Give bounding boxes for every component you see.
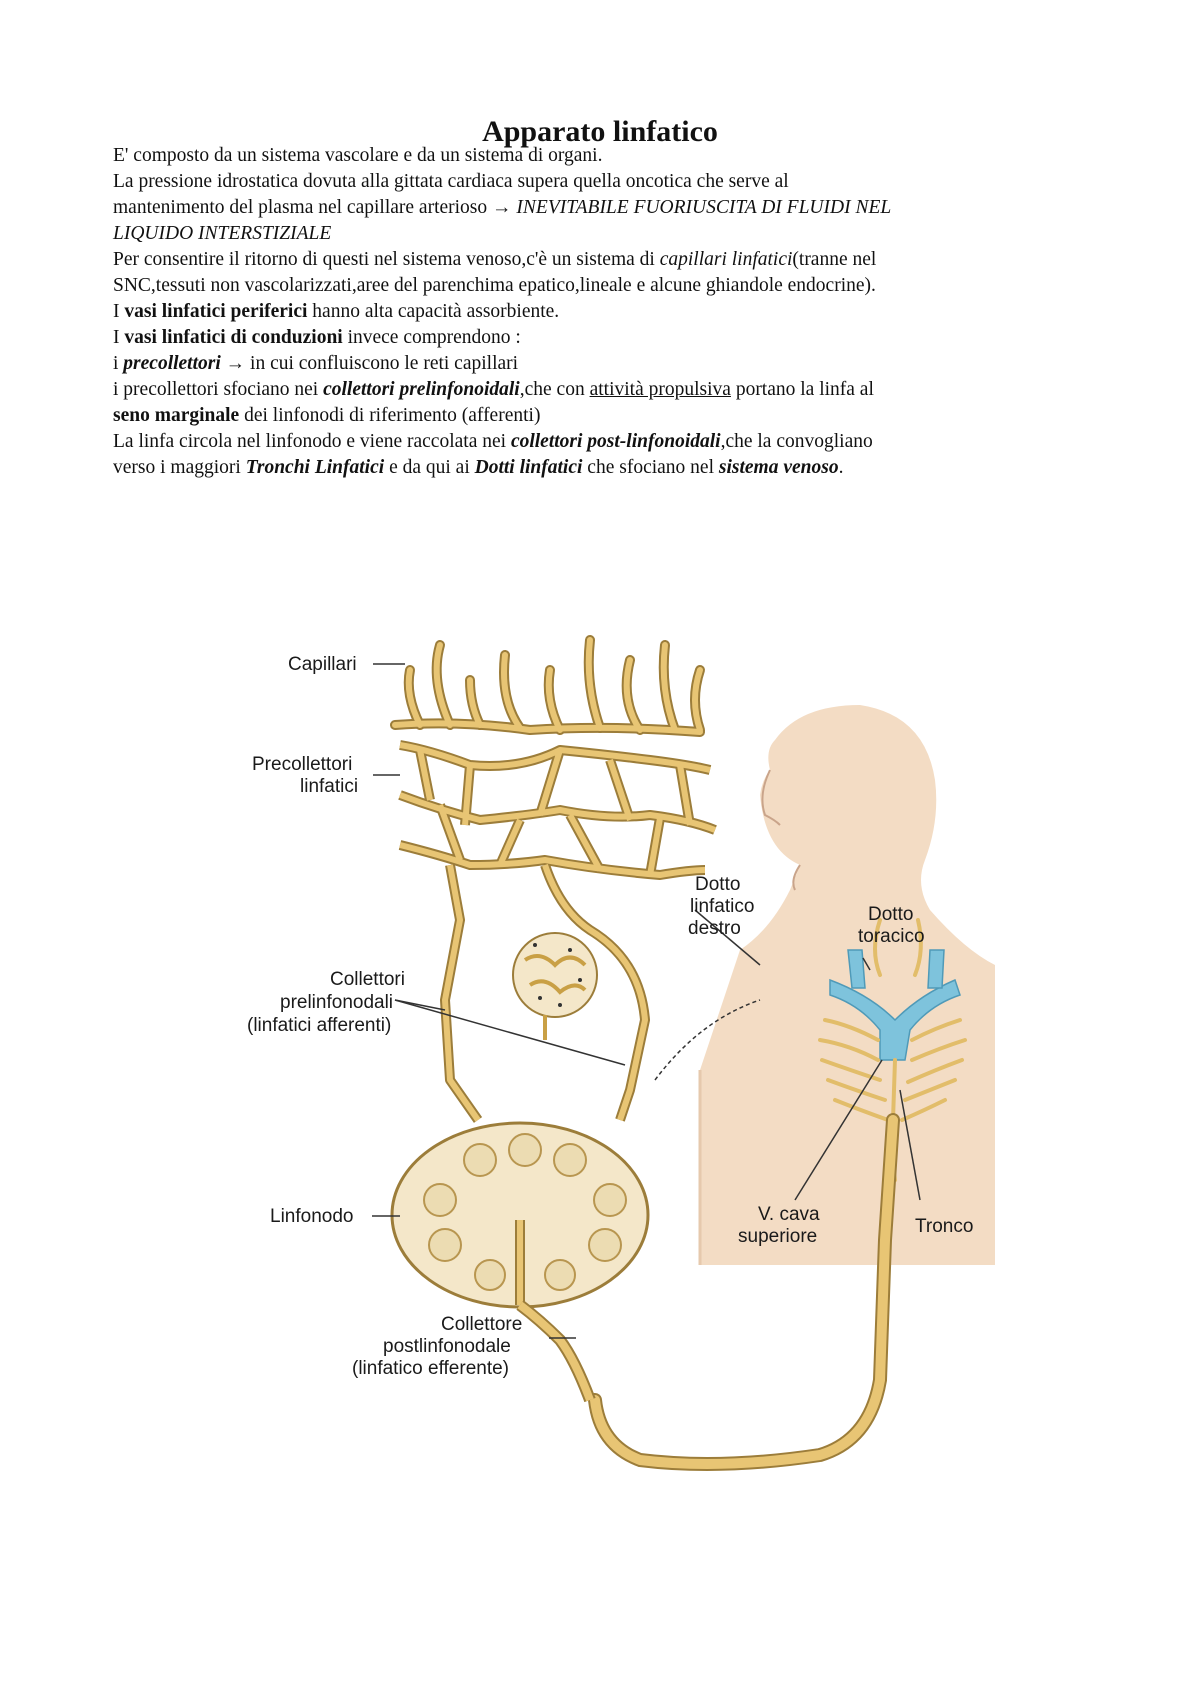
label-collettori-3: (linfatici afferenti) xyxy=(247,1015,392,1036)
label-tronco: Tronco xyxy=(915,1216,974,1237)
lymphatic-system-figure xyxy=(0,620,1200,1520)
text-line-6: SNC,tessuti non vascolarizzati,aree del parenchima epatico,lineale e alcune ghiandole endocrine). xyxy=(113,275,876,296)
text-line-12: La linfa circola nel linfonodo e viene raccolata nei collettori post-linfonoidali,che la convogliano xyxy=(113,431,873,452)
text-line-7: I vasi linfatici periferici hanno alta capacità assorbiente. xyxy=(113,301,560,322)
page-title: Apparato linfatico xyxy=(482,115,718,148)
text-line-5: Per consentire il ritorno di questi nel sistema venoso,c'è un sistema di capillari linfatici(tranne nel xyxy=(113,249,877,270)
text-line-1: E' composto da un sistema vascolare e da un sistema di organi. xyxy=(113,145,603,166)
text-line-13: verso i maggiori Tronchi Linfatici e da qui ai Dotti linfatici che sfociano nel sistema venoso. xyxy=(113,457,844,478)
label-collettore-post-3: (linfatico efferente) xyxy=(352,1358,510,1379)
text-line-4: LIQUIDO INTERSTIZIALE xyxy=(113,223,332,244)
label-dotto-destro-2: linfatico xyxy=(690,896,755,917)
label-dotto-toracico-2: toracico xyxy=(858,926,925,947)
label-collettore-post-2: postlinfonodale xyxy=(383,1336,511,1357)
text-line-10: i precollettori sfociano nei collettori prelinfonoidali,che con attività propulsiva portano la linfa al xyxy=(113,379,874,400)
text-line-3: mantenimento del plasma nel capillare arterioso → INEVITABILE FUORIUSCITA DI FLUIDI NEL xyxy=(113,197,892,218)
text-line-8: I vasi linfatici di conduzioni invece comprendono : xyxy=(113,327,521,348)
text-line-2: La pressione idrostatica dovuta alla gittata cardiaca supera quella oncotica che serve al xyxy=(113,171,789,192)
label-dotto-toracico-1: Dotto xyxy=(868,904,914,925)
small-lymph-node xyxy=(513,933,597,1040)
label-collettori-2: prelinfonodali xyxy=(280,992,394,1013)
jugular-vein-left xyxy=(928,950,944,988)
text-line-11: seno marginale dei linfonodi di riferimento (afferenti) xyxy=(113,405,541,426)
label-vcava-1: V. cava xyxy=(758,1204,820,1225)
label-collettori-1: Collettori xyxy=(330,969,405,990)
label-precollettori-2: linfatici xyxy=(300,776,359,797)
label-linfonodo: Linfonodo xyxy=(270,1206,354,1227)
label-collettore-post-1: Collettore xyxy=(441,1314,523,1335)
label-precollettori-1: Precollettori xyxy=(252,754,353,775)
label-capillari: Capillari xyxy=(288,654,357,675)
label-vcava-2: superiore xyxy=(738,1226,818,1247)
lymphatic-illustration xyxy=(0,620,1200,1520)
label-dotto-destro-1: Dotto xyxy=(695,874,741,895)
label-dotto-destro-3: destro xyxy=(688,918,741,939)
text-line-9: i precollettori → in cui confluiscono le reti capillari xyxy=(113,353,519,374)
